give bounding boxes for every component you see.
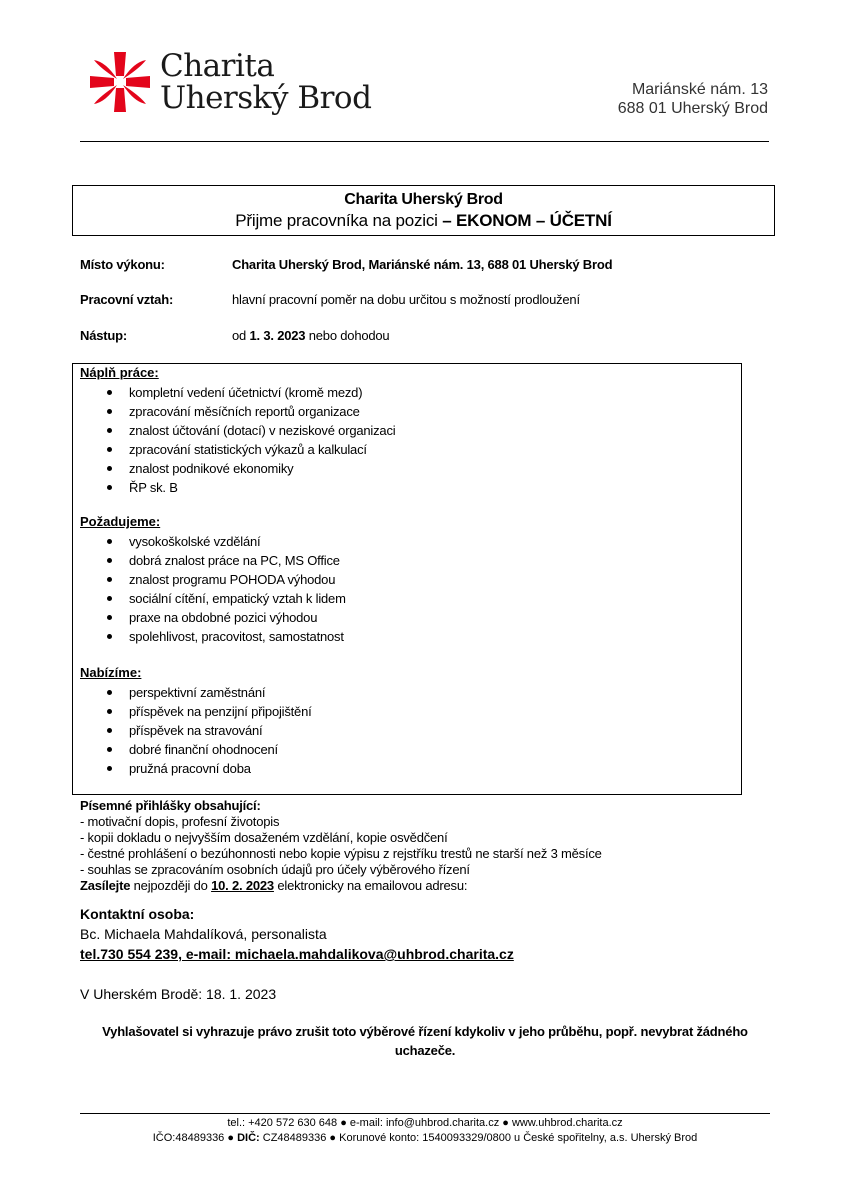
account-info: ● Korunové konto: 1540093329/0800 u České spořitelny, a.s. Uherský Brod [326,1132,698,1144]
info-label-place: Místo výkonu: [80,257,165,272]
heading-nabizime: Nabízíme: [80,665,142,680]
list-item: ŘP sk. B [104,478,395,497]
title-position: – EKONOM – ÚČETNÍ [442,211,612,230]
list-item: příspěvek na stravování [104,721,312,740]
list-napln-prace [104,383,395,497]
dic-value: CZ48489336 [259,1132,327,1144]
title-box [72,185,775,236]
logo-line-2: Uherský Brod [160,80,372,116]
applications-line: - kopii dokladu o nejvyšším dosaženém vzdělání, kopie osvědčení [80,830,448,845]
list-item: zpracování statistických výkazů a kalkulací [104,440,395,459]
applications-line: - čestné prohlášení o bezúhonnosti nebo kopie výpisu z rejstříku trestů ne starší než 3 měsíce [80,846,602,861]
applications-line: - motivační dopis, profesní životopis [80,814,280,829]
contact-name: Bc. Michaela Mahdalíková, personalista [80,926,327,942]
applications-send-line [80,878,602,894]
info-value-relation: hlavní pracovní poměr na dobu určitou s možností prodloužení [232,292,580,307]
start-prefix: od [232,328,250,343]
info-label-start: Nástup: [80,328,127,343]
ico-value: 48489336 [175,1132,225,1144]
charita-cross-logo [88,50,152,114]
header-address [618,80,768,118]
list-item: zpracování měsíčních reportů organizace [104,402,395,421]
list-item: kompletní vedení účetnictví (kromě mezd) [104,383,395,402]
list-item: dobrá znalost práce na PC, MS Office [104,551,346,570]
disclaimer: Vyhlašovatel si vyhrazuje právo zrušit toto výběrové řízení kdykoliv v jeho průběhu, popř. nevybrat žádného uchazeče. [102,1024,748,1058]
list-item: praxe na obdobné pozici výhodou [104,608,346,627]
send-mid: nejpozději do [130,878,212,893]
title-prefix: Přijme pracovníka na pozici [235,211,438,230]
footer-contact-line: tel.: +420 572 630 648 ● e-mail: info@uhbrod.charita.cz ● www.uhbrod.charita.cz [227,1117,623,1129]
list-item: vysokoškolské vzdělání [104,532,346,551]
contact-heading: Kontaktní osoba: [80,906,195,922]
list-item: znalost podnikové ekonomiky [104,459,395,478]
info-value-place: Charita Uherský Brod, Mariánské nám. 13, 688 01 Uherský Brod [232,257,613,272]
list-item: znalost účtování (dotací) v neziskové organizaci [104,421,395,440]
list-nabizime [104,683,312,778]
send-deadline: 10. 2. 2023 [211,878,274,893]
start-date: 1. 3. 2023 [249,328,306,343]
heading-napln-prace: Náplň práce: [80,365,159,380]
address-street: Mariánské nám. 13 [631,81,768,98]
logo-line-1: Charita [160,48,275,84]
list-item: sociální cítění, empatický vztah k lidem [104,589,346,608]
applications-line: - souhlas se zpracováním osobních údajů pro účely výběrového řízení [80,862,470,877]
list-item: znalost programu POHODA výhodou [104,570,346,589]
info-value-start [232,328,389,343]
footer-registration-line [80,1132,770,1144]
start-suffix: nebo dohodou [305,328,390,343]
heading-pozadujeme: Požadujeme: [80,514,161,529]
list-item: spolehlivost, pracovitost, samostatnost [104,627,346,646]
dic-label: DIČ: [237,1132,260,1144]
list-item: perspektivní zaměstnání [104,683,312,702]
applications-section [80,798,602,894]
send-tail: elektronicky na emailovou adresu: [273,878,468,893]
list-item: příspěvek na penzijní připojištění [104,702,312,721]
list-pozadujeme [104,532,346,646]
title-organization: Charita Uherský Brod [344,191,503,208]
ico-label: IČO: [152,1132,176,1144]
list-item: dobré finanční ohodnocení [104,740,312,759]
separator: ● [224,1132,238,1144]
contact-phone-email-link[interactable]: tel.730 554 239, e-mail: michaela.mahdalikova@uhbrod.charita.cz [80,946,514,962]
logo-wordmark [160,50,371,114]
applications-heading: Písemné přihlášky obsahující: [80,798,261,813]
title-position-line [73,211,774,231]
list-item: pružná pracovní doba [104,759,312,778]
send-bold: Zasílejte [80,878,131,893]
address-city: 688 01 Uherský Brod [617,100,768,117]
header-divider [80,141,769,142]
place-date: V Uherském Brodě: 18. 1. 2023 [80,986,277,1002]
footer-divider [80,1113,770,1114]
info-label-relation: Pracovní vztah: [80,292,174,307]
